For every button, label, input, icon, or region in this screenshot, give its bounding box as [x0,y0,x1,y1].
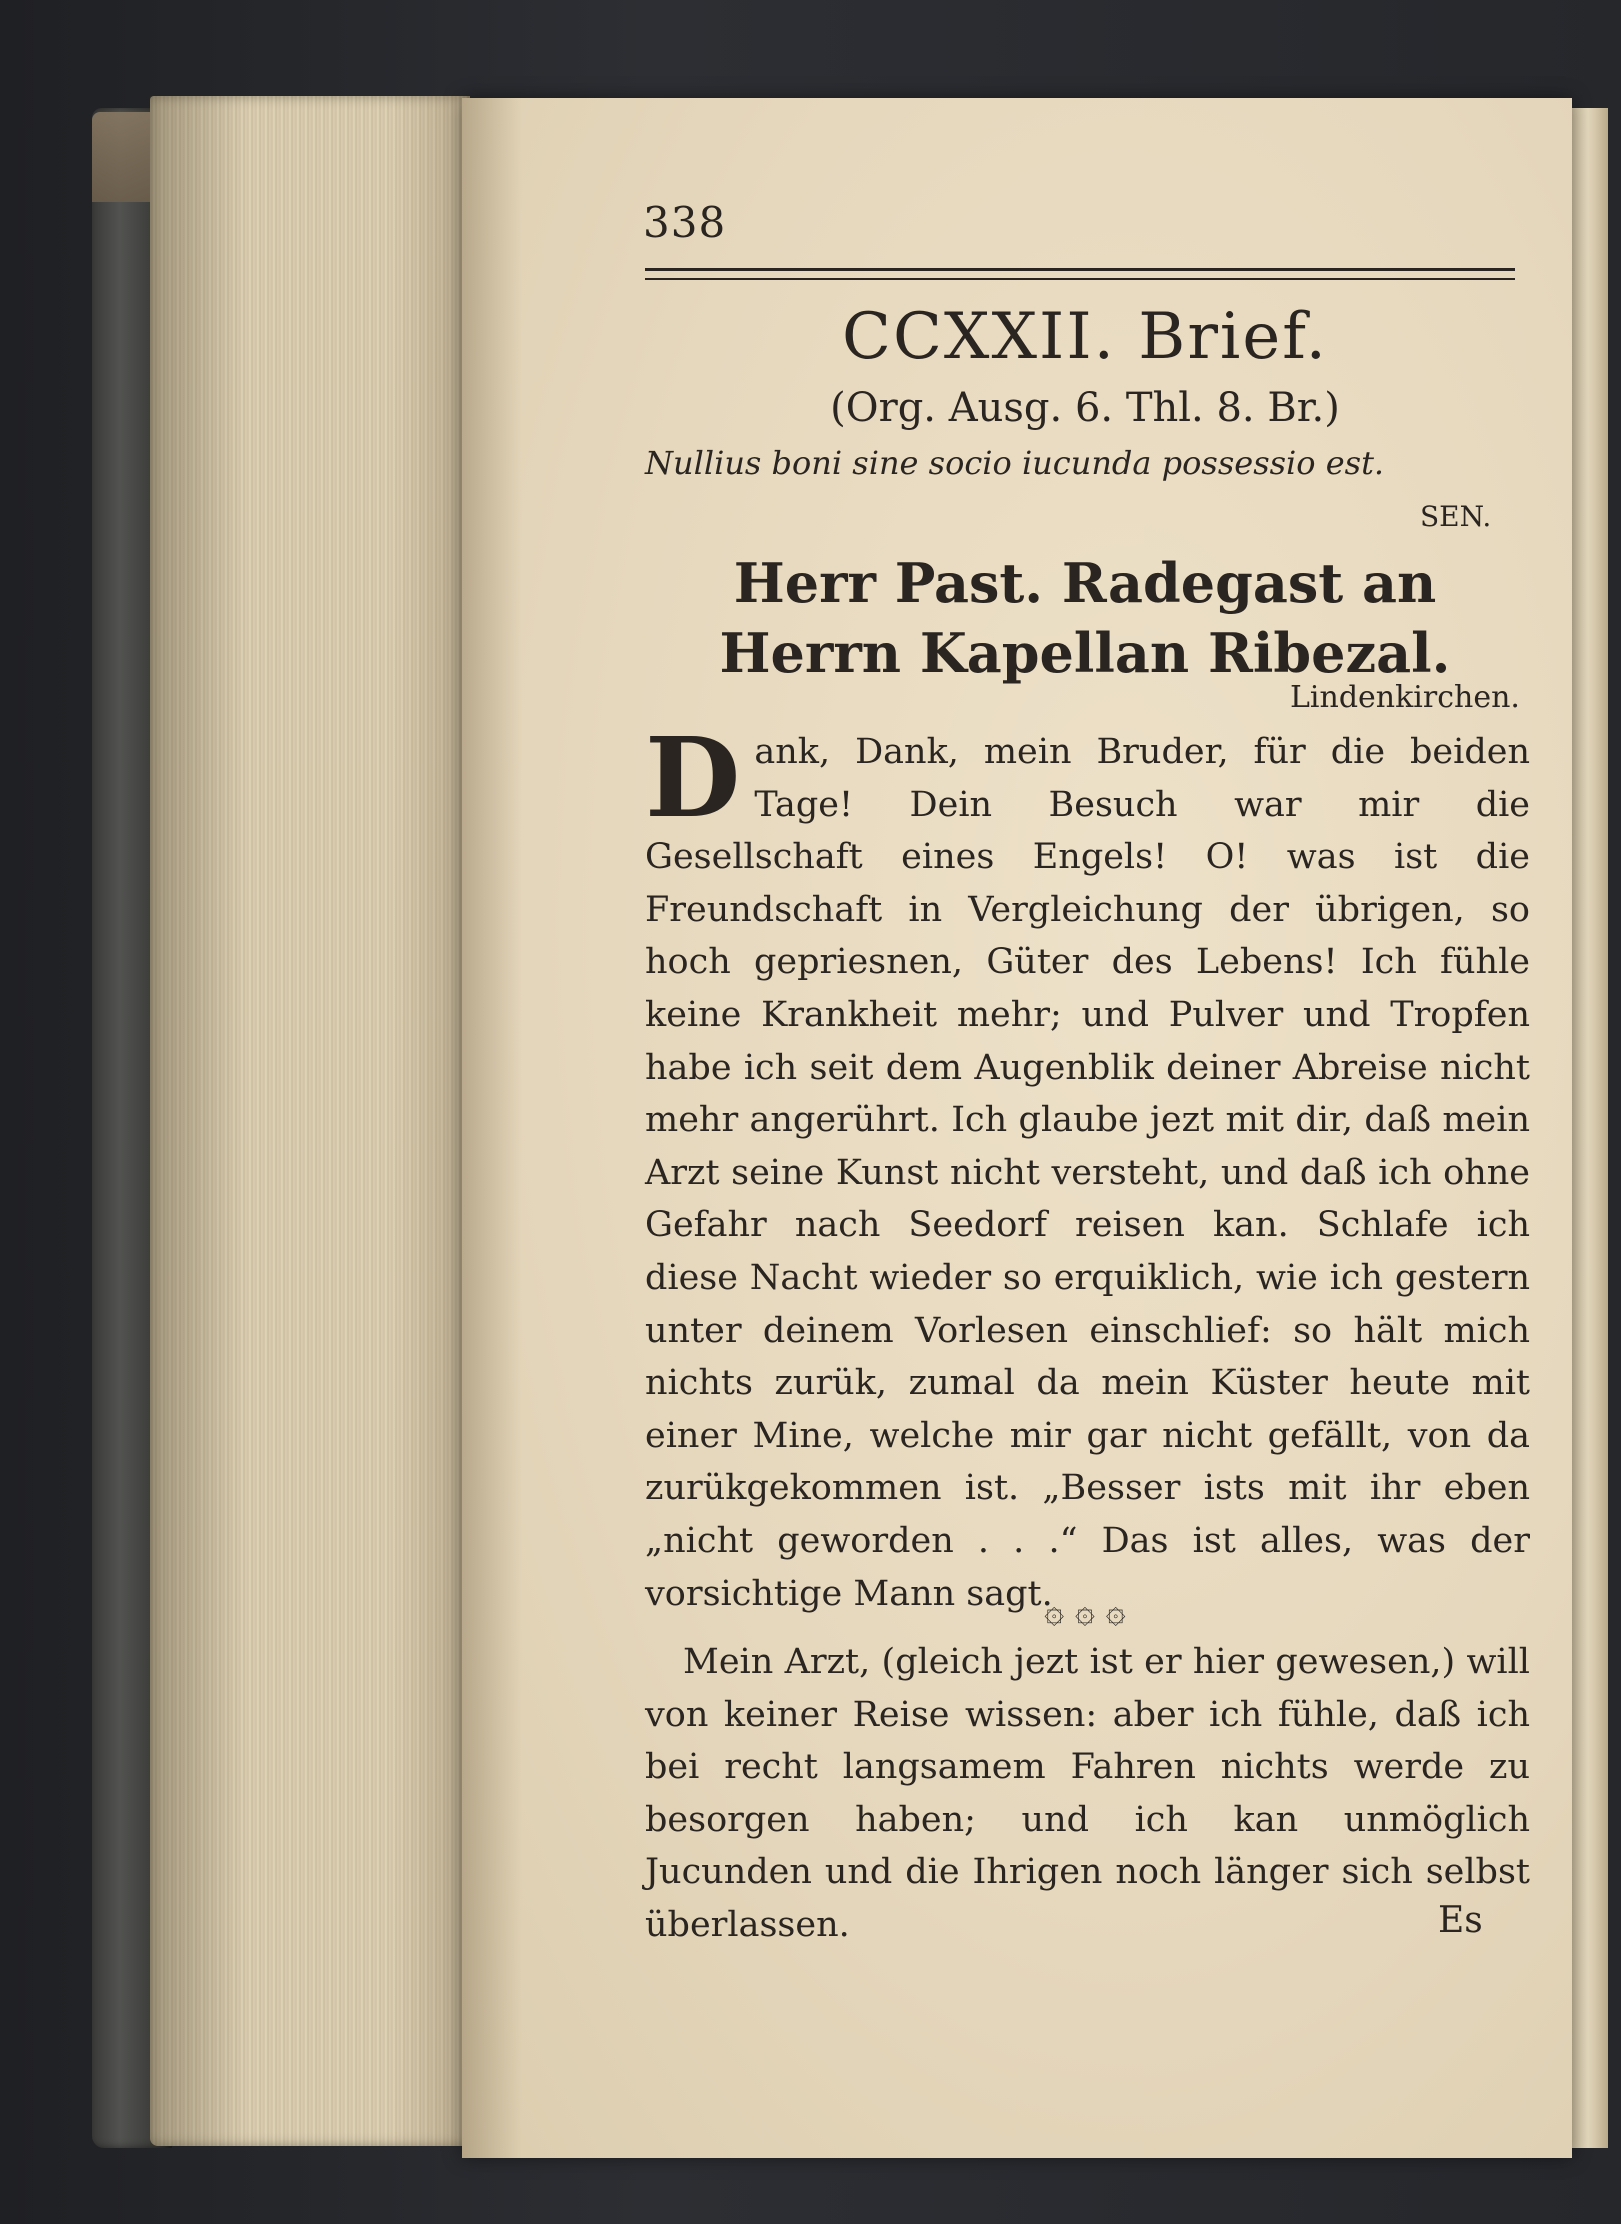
catchword: Es [1438,1900,1483,1941]
latin-motto: Nullius boni sine socio iucunda possessio est. [645,444,1385,482]
motto-source: SEN. [1420,500,1492,533]
letter-place: Lindenkirchen. [1290,680,1520,715]
ornament-divider: ۞ ۞ ۞ [1044,1591,1126,1631]
letter-heading: Herr Past. Radegast an Herrn Kapellan Ribezal. [719,551,1451,685]
facing-page-edge [1568,108,1608,2148]
page-block-shading [150,96,470,2146]
letter-title: CCXXII. Brief. [841,300,1329,374]
letter-subtitle: (Org. Ausg. 6. Thl. 8. Br.) [830,385,1340,431]
paragraph-1 [645,713,1530,1620]
page-gutter [462,98,522,2158]
drop-cap: D [645,713,741,842]
paragraph-2: Mein Arzt, (gleich jezt ist er hier gewesen,) will von keiner Reise wissen: aber ich fühle, daß ich bei recht langsamem Fahren nichts werde zu besorgen haben; und ich kan unmöglich Jucunden und die Ihrigen noch länger sich selbst überlassen. [645,1642,1530,1945]
page-number: 338 [643,198,727,247]
paragraph-1-text: ank, Dank, mein Bruder, für die beiden Tage! Dein Besuch war mir die Gesellschaft eines Engels! O! was ist die Freundschaft in Vergleichung der übrigen, so hoch gepriesnen, Güter des Lebens! Ich fühle keine Krankheit mehr; und Pulver und Tropfen habe ich seit dem Augenblik deiner Abreise nicht mehr angerührt. Ich glaube jezt mit dir, daß mein Arzt seine Kunst nicht versteht, und daß ich ohne Gefahr nach Seedorf reisen kan. Schlafe ich diese Nacht wieder so erquiklich, wie ich gestern unter deinem Vorlesen einschlief: so hält mich nichts zurük, zumal da mein Küster heute mit einer Mine, welche mir gar nicht gefällt, von da zurükgekommen ist. „Besser ists mit ihr eben „nicht geworden . . .“ Das ist alles, was der vorsichtige Mann sagt. [645,732,1530,1614]
header-rule [645,268,1515,280]
